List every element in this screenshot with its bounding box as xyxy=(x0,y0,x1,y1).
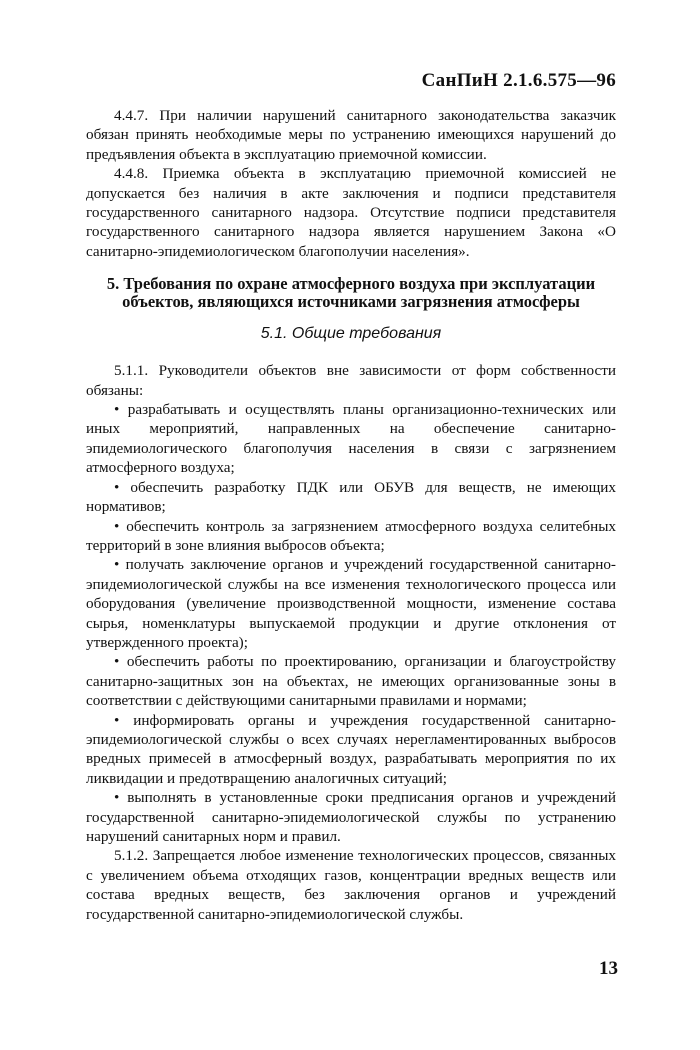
clause-5-1-2: 5.1.2. Запрещается любое изменение технологических процессов, связанных с увеличением объема отходящих газов, концентрации вредных веществ или состава вредных веществ, без заключения органов и учреждений государственной санитарно-эпидемиологической службы. xyxy=(86,847,616,923)
section-5-title-line2: объектов, являющихся источниками загрязнения атмосферы xyxy=(122,292,580,312)
page-number: 13 xyxy=(599,958,618,979)
bullet-item: • обеспечить работы по проектированию, организации и благоустройству санитарно-защитных зон на объектах, не имеющих организованные зоны в соответствии с действующими санитарными правилами и нормами; xyxy=(86,653,616,710)
bullet-item: • обеспечить разработку ПДК или ОБУВ для веществ, не имеющих нормативов; xyxy=(86,478,616,516)
section-5-title-line1: 5. Требования по охране атмосферного воздуха при эксплуатации xyxy=(106,274,596,294)
subsection-5-1-title: 5.1. Общие требования xyxy=(260,325,442,343)
clause-4-4-7: 4.4.7. При наличии нарушений санитарного законодательства заказчик обязан принять необходимые меры по устранению имеющихся нарушений до предъявления объекта в эксплуатацию приемочной комиссии. xyxy=(86,107,616,163)
section-5-title xyxy=(86,275,616,311)
clause-5-1-1-intro: 5.1.1. Руководители объектов вне зависимости от форм собственности обязаны: xyxy=(86,362,616,399)
document-page xyxy=(86,70,616,924)
bullet-item: • выполнять в установленные сроки предписания органов и учреждений государственной санитарно-эпидемиологической службы по устранению нарушений санитарных норм и правил. xyxy=(86,789,616,845)
bullet-item: • информировать органы и учреждения государственной санитарно-эпидемиологической службы о всех случаях нерегламентированных выбросов вредных примесей в атмосферный воздух, разрабатывать мероприятия по их ликвидации и предотвращению аналогичных ситуаций; xyxy=(86,711,616,787)
clause-4-4-8: 4.4.8. Приемка объекта в эксплуатацию приемочной комиссией не допускается без наличия в акте заключения и подписи представителя государственного санитарного надзора. Отсутствие подписи представителя государственного санитарного надзора является нарушением Закона «О санитарно-эпидемиологическом благополучии населения». xyxy=(86,165,616,260)
bullet-item: • обеспечить контроль за загрязнением атмосферного воздуха селитебных территорий в зоне влияния выбросов объекта; xyxy=(86,517,616,554)
bullet-item: • разрабатывать и осуществлять планы организационно-технических или иных мероприятий, направленных на обеспечение санитарно-эпидемиологического благополучия населения в связи с загрязнением атмосферного воздуха; xyxy=(86,401,616,477)
document-code-header: СанПиН 2.1.6.575—96 xyxy=(421,70,616,91)
bullet-item: • получать заключение органов и учреждений государственной санитарно-эпидемиологической службы на все изменения технологического процесса или оборудования (увеличение производственной мощности, изменение состава сырья, номенклатуры выпускаемой продукции и другие отклонения от утвержденного проекта); xyxy=(86,556,616,651)
